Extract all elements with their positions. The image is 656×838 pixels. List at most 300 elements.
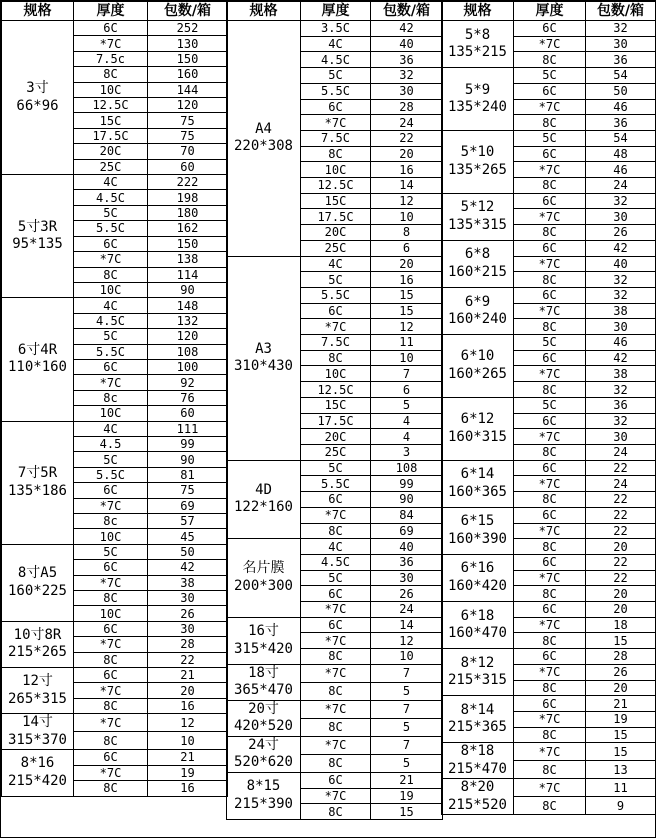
spec-name: 8寸A5 — [17, 565, 58, 582]
count-cell: 24 — [586, 178, 656, 194]
thickness-cell: *7C — [514, 303, 586, 319]
thickness-cell: 8C — [514, 272, 586, 288]
count-cell: 26 — [371, 586, 443, 602]
thickness-cell: 6C — [514, 350, 586, 366]
spec-name: 5*9 — [464, 81, 491, 98]
count-cell: 150 — [148, 51, 228, 66]
table-row — [442, 21, 656, 37]
thickness-cell: 7.5C — [301, 130, 371, 146]
thickness-cell: 6C — [514, 146, 586, 162]
thickness-cell: 8C — [514, 539, 586, 555]
count-cell: 108 — [371, 460, 443, 476]
spec-cell — [2, 175, 74, 298]
count-cell: 16 — [148, 698, 228, 713]
thickness-cell: 6C — [74, 560, 148, 575]
spec-cell — [442, 240, 514, 287]
thickness-cell: *7C — [74, 714, 148, 732]
thickness-cell: 10C — [74, 606, 148, 621]
spec-cell — [227, 664, 301, 700]
table-row — [2, 421, 228, 436]
spec-cell — [2, 621, 74, 667]
count-cell: 16 — [148, 781, 228, 796]
count-cell: 15 — [586, 743, 656, 761]
thickness-cell: 6C — [301, 617, 371, 633]
count-cell: 40 — [586, 256, 656, 272]
spec-name: 6*18 — [460, 607, 495, 624]
table-row — [442, 602, 656, 618]
thickness-cell: *7C — [514, 664, 586, 680]
count-cell: 150 — [148, 236, 228, 251]
count-cell: 42 — [148, 560, 228, 575]
thickness-cell: 20C — [74, 144, 148, 159]
thickness-cell: *7C — [301, 664, 371, 682]
header-spec: 规格 — [227, 2, 301, 21]
spec-cell — [442, 460, 514, 507]
count-cell: 160 — [148, 67, 228, 82]
count-cell: 24 — [371, 115, 443, 131]
count-cell: 11 — [586, 779, 656, 797]
thickness-cell: 5C — [514, 397, 586, 413]
thickness-cell: 6C — [514, 507, 586, 523]
spec-name: 8*12 — [460, 654, 495, 671]
spec-size: 315*420 — [233, 640, 293, 657]
thickness-cell: *7C — [74, 498, 148, 513]
thickness-cell: 10C — [74, 529, 148, 544]
spec-name: 8*18 — [460, 743, 495, 760]
count-cell: 4 — [371, 429, 443, 445]
count-cell: 48 — [586, 146, 656, 162]
count-cell: 28 — [148, 637, 228, 652]
count-cell: 26 — [586, 664, 656, 680]
count-cell: 7 — [371, 366, 443, 382]
spec-name: 18寸 — [248, 664, 279, 681]
count-cell: 12 — [148, 714, 228, 732]
count-cell: 12 — [371, 193, 443, 209]
count-cell: 30 — [586, 319, 656, 335]
thickness-cell: 4C — [301, 256, 371, 272]
spec-size: 160*265 — [447, 365, 507, 382]
thickness-cell: 4C — [301, 539, 371, 555]
spec-name: 3寸 — [26, 80, 49, 97]
count-cell: 30 — [148, 621, 228, 636]
thickness-cell: 6C — [514, 413, 586, 429]
thickness-cell: 8C — [514, 52, 586, 68]
spec-name: 12寸 — [22, 673, 53, 690]
count-cell: 10 — [371, 649, 443, 665]
thickness-cell: 15C — [301, 193, 371, 209]
count-cell: 24 — [586, 476, 656, 492]
thickness-cell: *7C — [301, 507, 371, 523]
thickness-cell: 8C — [514, 633, 586, 649]
thickness-cell: *7C — [74, 765, 148, 780]
count-cell: 6 — [371, 240, 443, 256]
count-cell: 24 — [371, 602, 443, 618]
header-thickness: 厚度 — [514, 2, 586, 21]
count-cell: 132 — [148, 313, 228, 328]
spec-size: 135*265 — [447, 161, 507, 178]
count-cell: 32 — [586, 21, 656, 37]
spec-size: 310*430 — [233, 358, 293, 375]
thickness-cell: *7C — [514, 366, 586, 382]
count-cell: 252 — [148, 21, 228, 36]
table-row — [442, 696, 656, 712]
count-cell: 7 — [371, 736, 443, 754]
thickness-cell: 5.5C — [74, 344, 148, 359]
count-cell: 75 — [148, 128, 228, 143]
thickness-cell: 5C — [301, 272, 371, 288]
count-cell: 22 — [586, 460, 656, 476]
count-cell: 30 — [586, 209, 656, 225]
count-cell: 7 — [371, 700, 443, 718]
thickness-cell: 8C — [514, 797, 586, 815]
thickness-cell: 6C — [74, 236, 148, 251]
count-cell: 21 — [586, 696, 656, 712]
spec-cell — [442, 68, 514, 131]
table-row — [442, 240, 656, 256]
thickness-cell: 8C — [74, 732, 148, 750]
thickness-cell: 8C — [301, 804, 371, 820]
thickness-cell: 15C — [301, 397, 371, 413]
count-cell: 114 — [148, 267, 228, 282]
spec-size: 135*215 — [447, 44, 507, 61]
count-cell: 18 — [586, 617, 656, 633]
count-cell: 111 — [148, 421, 228, 436]
thickness-cell: 5.5C — [74, 467, 148, 482]
thickness-cell: 4.5C — [301, 554, 371, 570]
spec-name: 6寸4R — [17, 341, 58, 358]
header-row — [2, 2, 228, 21]
thickness-cell: 6C — [514, 21, 586, 37]
spec-grid — [441, 1, 656, 815]
count-cell: 40 — [371, 539, 443, 555]
thickness-cell: 6C — [74, 483, 148, 498]
count-cell: 19 — [371, 788, 443, 804]
spec-cell — [442, 21, 514, 68]
count-cell: 15 — [371, 287, 443, 303]
count-cell: 8 — [371, 225, 443, 241]
count-cell: 20 — [586, 680, 656, 696]
table-row — [2, 750, 228, 765]
spec-grid — [226, 1, 443, 820]
count-cell: 36 — [586, 397, 656, 413]
count-cell: 38 — [148, 575, 228, 590]
spec-name: 16寸 — [248, 623, 279, 640]
count-cell: 84 — [371, 507, 443, 523]
spec-name: A3 — [255, 340, 272, 357]
thickness-cell: 5C — [514, 130, 586, 146]
spec-name: 24寸 — [248, 736, 279, 753]
count-cell: 57 — [148, 514, 228, 529]
count-cell: 45 — [148, 529, 228, 544]
count-cell: 15 — [371, 303, 443, 319]
spec-name: 10寸8R — [13, 626, 62, 643]
thickness-cell: *7C — [301, 633, 371, 649]
count-cell: 30 — [586, 36, 656, 52]
count-cell: 69 — [148, 498, 228, 513]
spec-cell — [442, 507, 514, 554]
spec-size: 215*420 — [7, 772, 67, 789]
thickness-cell: 8C — [74, 652, 148, 667]
count-cell: 5 — [371, 754, 443, 772]
spec-cell — [442, 649, 514, 696]
spec-name: 6*14 — [460, 466, 495, 483]
spec-name: 8*14 — [460, 701, 495, 718]
thickness-cell: 4.5C — [74, 190, 148, 205]
thickness-cell: 5.5C — [301, 476, 371, 492]
thickness-cell: 4.5C — [74, 313, 148, 328]
table-row — [227, 460, 443, 476]
count-cell: 3 — [371, 444, 443, 460]
spec-size: 160*240 — [447, 311, 507, 327]
table-row — [2, 544, 228, 559]
count-cell: 30 — [371, 570, 443, 586]
thickness-cell: 8C — [301, 754, 371, 772]
thickness-cell: 6C — [301, 303, 371, 319]
thickness-cell: 10C — [301, 162, 371, 178]
count-cell: 32 — [586, 193, 656, 209]
count-cell: 46 — [586, 99, 656, 115]
thickness-cell: 8C — [514, 492, 586, 508]
header-count: 包数/箱 — [371, 2, 443, 21]
thickness-cell: 8C — [514, 178, 586, 194]
thickness-cell: 25C — [74, 159, 148, 174]
count-cell: 22 — [586, 507, 656, 523]
count-cell: 36 — [586, 52, 656, 68]
thickness-cell: 7.5C — [301, 335, 371, 351]
thickness-cell: 8C — [514, 761, 586, 779]
thickness-cell: 8C — [514, 444, 586, 460]
thickness-cell: *7C — [301, 319, 371, 335]
spec-cell — [227, 460, 301, 539]
thickness-cell: *7C — [514, 617, 586, 633]
count-cell: 32 — [586, 287, 656, 303]
thickness-cell: *7C — [514, 209, 586, 225]
count-cell: 54 — [586, 130, 656, 146]
header-spec: 规格 — [442, 2, 514, 21]
spec-size: 265*315 — [7, 690, 67, 707]
spec-size: 215*390 — [233, 795, 293, 812]
table-row — [2, 621, 228, 636]
count-cell: 12 — [371, 319, 443, 335]
spec-name: 5寸3R — [17, 218, 58, 235]
thickness-cell: 25C — [301, 444, 371, 460]
thickness-cell: 8C — [301, 718, 371, 736]
count-cell: 20 — [371, 256, 443, 272]
thickness-cell: 4C — [301, 36, 371, 52]
thickness-cell: 4C — [74, 175, 148, 190]
spec-name: 5*10 — [460, 144, 495, 161]
thickness-cell: 6C — [301, 586, 371, 602]
thickness-cell: 10C — [74, 406, 148, 421]
thickness-cell: 8C — [514, 115, 586, 131]
thickness-cell: 20C — [301, 225, 371, 241]
spec-size: 95*135 — [12, 236, 63, 253]
count-cell: 5 — [371, 397, 443, 413]
thickness-cell: 25C — [301, 240, 371, 256]
count-cell: 10 — [371, 350, 443, 366]
thickness-cell: 8C — [301, 350, 371, 366]
count-cell: 100 — [148, 359, 228, 374]
spec-size: 220*308 — [233, 138, 293, 155]
thickness-cell: 6C — [514, 696, 586, 712]
count-cell: 180 — [148, 205, 228, 220]
count-cell: 90 — [371, 492, 443, 508]
thickness-cell: 6C — [74, 359, 148, 374]
spec-cell — [2, 750, 74, 796]
thickness-cell: *7C — [514, 162, 586, 178]
spec-cell — [227, 539, 301, 618]
thickness-cell: 5.5C — [301, 83, 371, 99]
count-cell: 15 — [371, 804, 443, 820]
table-row — [2, 714, 228, 732]
spec-cell — [2, 421, 74, 544]
thickness-cell: *7C — [74, 575, 148, 590]
table-row — [227, 736, 443, 754]
table-column-3 — [441, 1, 655, 837]
thickness-cell: *7C — [301, 788, 371, 804]
spec-name: 5*8 — [464, 26, 491, 43]
table-row — [442, 193, 656, 209]
count-cell: 42 — [586, 240, 656, 256]
thickness-cell: 5C — [301, 460, 371, 476]
spec-name: 8*16 — [20, 755, 55, 772]
thickness-cell: 4C — [74, 421, 148, 436]
count-cell: 30 — [586, 429, 656, 445]
count-cell: 32 — [371, 68, 443, 84]
thickness-cell: 6C — [514, 460, 586, 476]
header-thickness: 厚度 — [301, 2, 371, 21]
count-cell: 21 — [148, 668, 228, 683]
thickness-cell: 6C — [74, 750, 148, 765]
table-row — [442, 397, 656, 413]
count-cell: 21 — [371, 772, 443, 788]
count-cell: 50 — [148, 544, 228, 559]
thickness-cell: 5C — [301, 570, 371, 586]
thickness-cell: 8C — [514, 680, 586, 696]
count-cell: 24 — [586, 444, 656, 460]
table-row — [442, 779, 656, 797]
thickness-cell: 6C — [514, 649, 586, 665]
count-cell: 28 — [371, 99, 443, 115]
count-cell: 14 — [371, 178, 443, 194]
thickness-cell: 8C — [301, 682, 371, 700]
spec-name: 7寸5R — [17, 465, 58, 482]
count-cell: 198 — [148, 190, 228, 205]
spec-size: 200*300 — [233, 577, 293, 594]
thickness-cell: 8C — [301, 146, 371, 162]
table-row — [227, 539, 443, 555]
count-cell: 30 — [371, 83, 443, 99]
count-cell: 13 — [586, 761, 656, 779]
count-cell: 38 — [586, 366, 656, 382]
spec-cell — [2, 544, 74, 621]
spec-name: 6*9 — [464, 293, 491, 310]
thickness-cell: *7C — [514, 36, 586, 52]
header-count: 包数/箱 — [586, 2, 656, 21]
count-cell: 50 — [586, 83, 656, 99]
spec-size: 215*265 — [7, 644, 67, 661]
table-row — [442, 460, 656, 476]
count-cell: 30 — [148, 591, 228, 606]
spec-cell — [227, 21, 301, 257]
spec-name: 名片膜 — [242, 560, 285, 577]
count-cell: 26 — [148, 606, 228, 621]
spec-cell — [2, 21, 74, 175]
spec-name: 5*12 — [460, 199, 495, 216]
thickness-cell: 6C — [514, 193, 586, 209]
thickness-cell: 8C — [514, 382, 586, 398]
spec-size: 215*470 — [447, 760, 507, 777]
header-count: 包数/箱 — [148, 2, 228, 21]
spec-name: 4D — [255, 481, 272, 498]
thickness-cell: 17.5C — [301, 209, 371, 225]
spec-size: 420*520 — [233, 718, 293, 735]
table-row — [442, 743, 656, 761]
count-cell: 26 — [586, 225, 656, 241]
count-cell: 11 — [371, 335, 443, 351]
spec-size: 160*215 — [447, 263, 507, 280]
spec-cell — [442, 743, 514, 779]
thickness-cell: 8C — [301, 523, 371, 539]
thickness-cell: 6C — [514, 240, 586, 256]
thickness-cell: *7C — [74, 36, 148, 51]
spec-cell — [227, 700, 301, 736]
count-cell: 46 — [586, 162, 656, 178]
thickness-cell: 6C — [514, 554, 586, 570]
count-cell: 144 — [148, 82, 228, 97]
table-row — [227, 21, 443, 37]
count-cell: 10 — [148, 732, 228, 750]
count-cell: 21 — [148, 750, 228, 765]
spec-cell — [2, 298, 74, 421]
table-row — [2, 21, 228, 36]
thickness-cell: 10C — [74, 282, 148, 297]
thickness-cell: *7C — [301, 700, 371, 718]
spec-cell — [442, 779, 514, 815]
count-cell: 22 — [586, 523, 656, 539]
thickness-cell: 5C — [74, 544, 148, 559]
thickness-cell: 8C — [514, 727, 586, 743]
thickness-cell: 5.5C — [301, 287, 371, 303]
table-row — [442, 649, 656, 665]
table-column-2 — [226, 1, 442, 837]
thickness-cell: *7C — [74, 683, 148, 698]
thickness-cell: *7C — [514, 711, 586, 727]
count-cell: 138 — [148, 252, 228, 267]
count-cell: 36 — [586, 115, 656, 131]
thickness-cell: 7.5c — [74, 51, 148, 66]
spec-cell — [227, 617, 301, 664]
header-spec: 规格 — [2, 2, 74, 21]
thickness-cell: 8c — [74, 390, 148, 405]
count-cell: 120 — [148, 329, 228, 344]
spec-name: 8*20 — [460, 779, 495, 796]
spec-name: 6*10 — [460, 348, 495, 365]
count-cell: 14 — [371, 617, 443, 633]
spec-size: 160*470 — [447, 625, 507, 642]
count-cell: 36 — [371, 554, 443, 570]
count-cell: 20 — [586, 602, 656, 618]
spec-size: 315*370 — [7, 731, 67, 748]
thickness-cell: 6C — [514, 83, 586, 99]
count-cell: 19 — [148, 765, 228, 780]
thickness-cell: 5C — [74, 329, 148, 344]
thickness-cell: *7C — [74, 252, 148, 267]
count-cell: 22 — [586, 554, 656, 570]
table-row — [2, 175, 228, 190]
thickness-cell: 8C — [74, 591, 148, 606]
table-row — [227, 256, 443, 272]
